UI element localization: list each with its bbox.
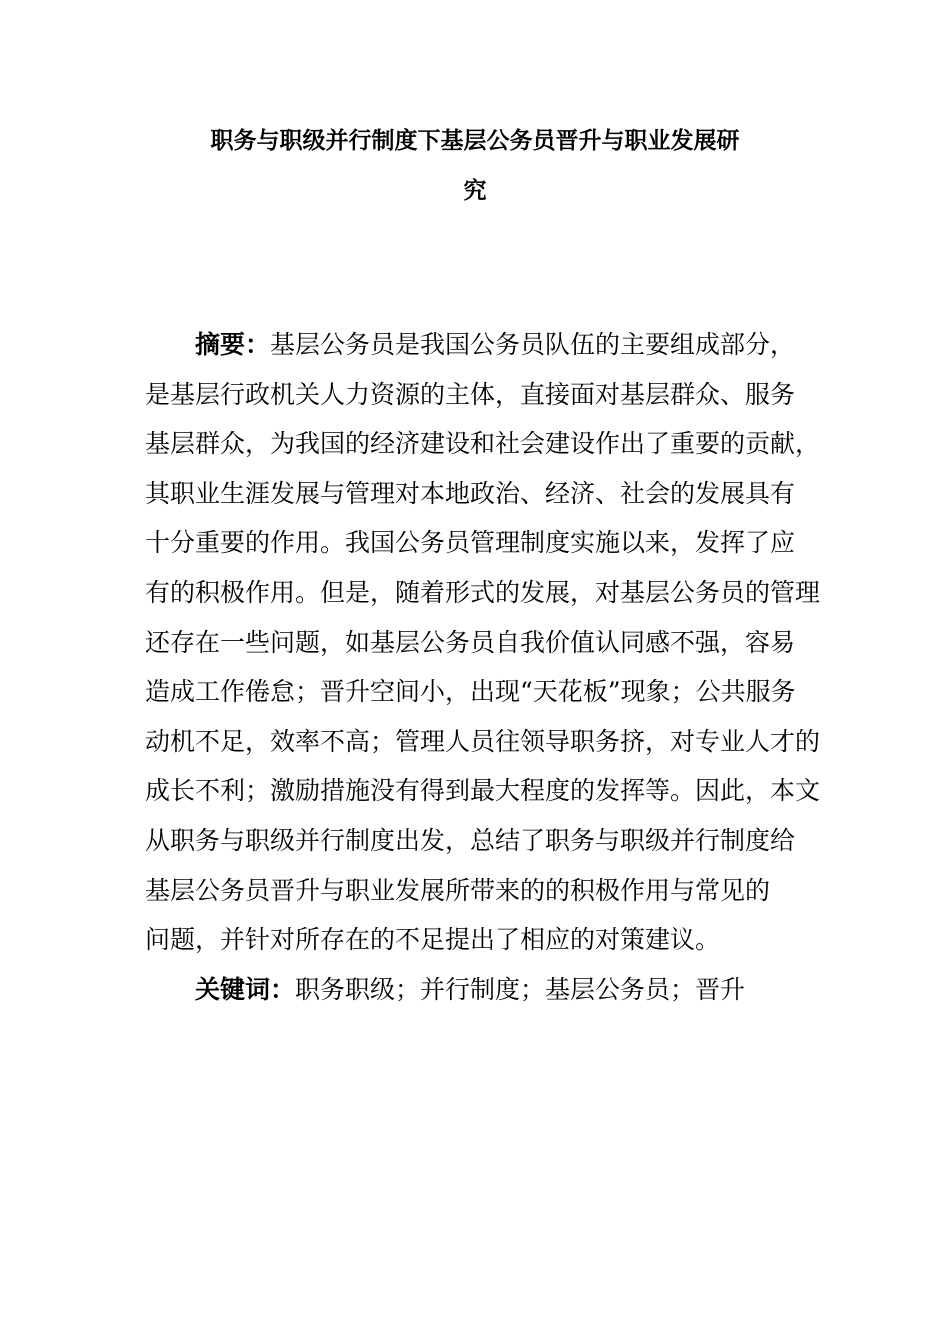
abstract-label: 摘要：	[195, 330, 271, 359]
abstract-text-line: 从职务与职级并行制度出发，总结了职务与职级并行制度给	[145, 825, 796, 855]
abstract-text-line: 造成工作倦怠；晋升空间小，出现“天花板”现象；公共服务	[145, 677, 796, 707]
abstract-text-line: 成长不利；激励措施没有得到最大程度的发挥等。因此，本文	[145, 776, 821, 806]
abstract-text-line: 十分重要的作用。我国公务员管理制度实施以来，发挥了应	[145, 528, 796, 558]
abstract-text-line: 基层公务员晋升与职业发展所带来的的积极作用与常见的	[145, 875, 771, 905]
abstract-text-line: 是基层行政机关人力资源的主体，直接面对基层群众、服务	[145, 379, 796, 409]
abstract-text-line: 基层公务员是我国公务员队伍的主要组成部分，	[270, 330, 796, 359]
abstract-text-line: 基层群众，为我国的经济建设和社会建设作出了重要的贡献，	[145, 429, 821, 459]
keywords-line	[145, 965, 845, 1015]
abstract-text-line: 有的积极作用。但是，随着形式的发展，对基层公务员的管理	[145, 577, 821, 607]
document-title-line-1: 职务与职级并行制度下基层公务员晋升与职业发展研	[210, 128, 740, 154]
abstract-text-line: 还存在一些问题，如基层公务员自我价值认同感不强，容易	[145, 627, 796, 657]
document-title-line-2: 究	[463, 178, 487, 204]
abstract-text-line: 动机不足，效率不高；管理人员往领导职务挤，对专业人才的	[145, 726, 821, 756]
abstract-block	[145, 320, 845, 1014]
keywords-label: 关键词：	[195, 974, 296, 1004]
abstract-text-line: 问题，并针对所存在的不足提出了相应的对策建议。	[145, 925, 721, 955]
abstract-paragraph-line	[145, 320, 845, 370]
keywords-text: 职务职级；并行制度；基层公务员；晋升	[295, 974, 746, 1004]
abstract-text-line: 其职业生涯发展与管理对本地政治、经济、社会的发展具有	[145, 478, 796, 508]
